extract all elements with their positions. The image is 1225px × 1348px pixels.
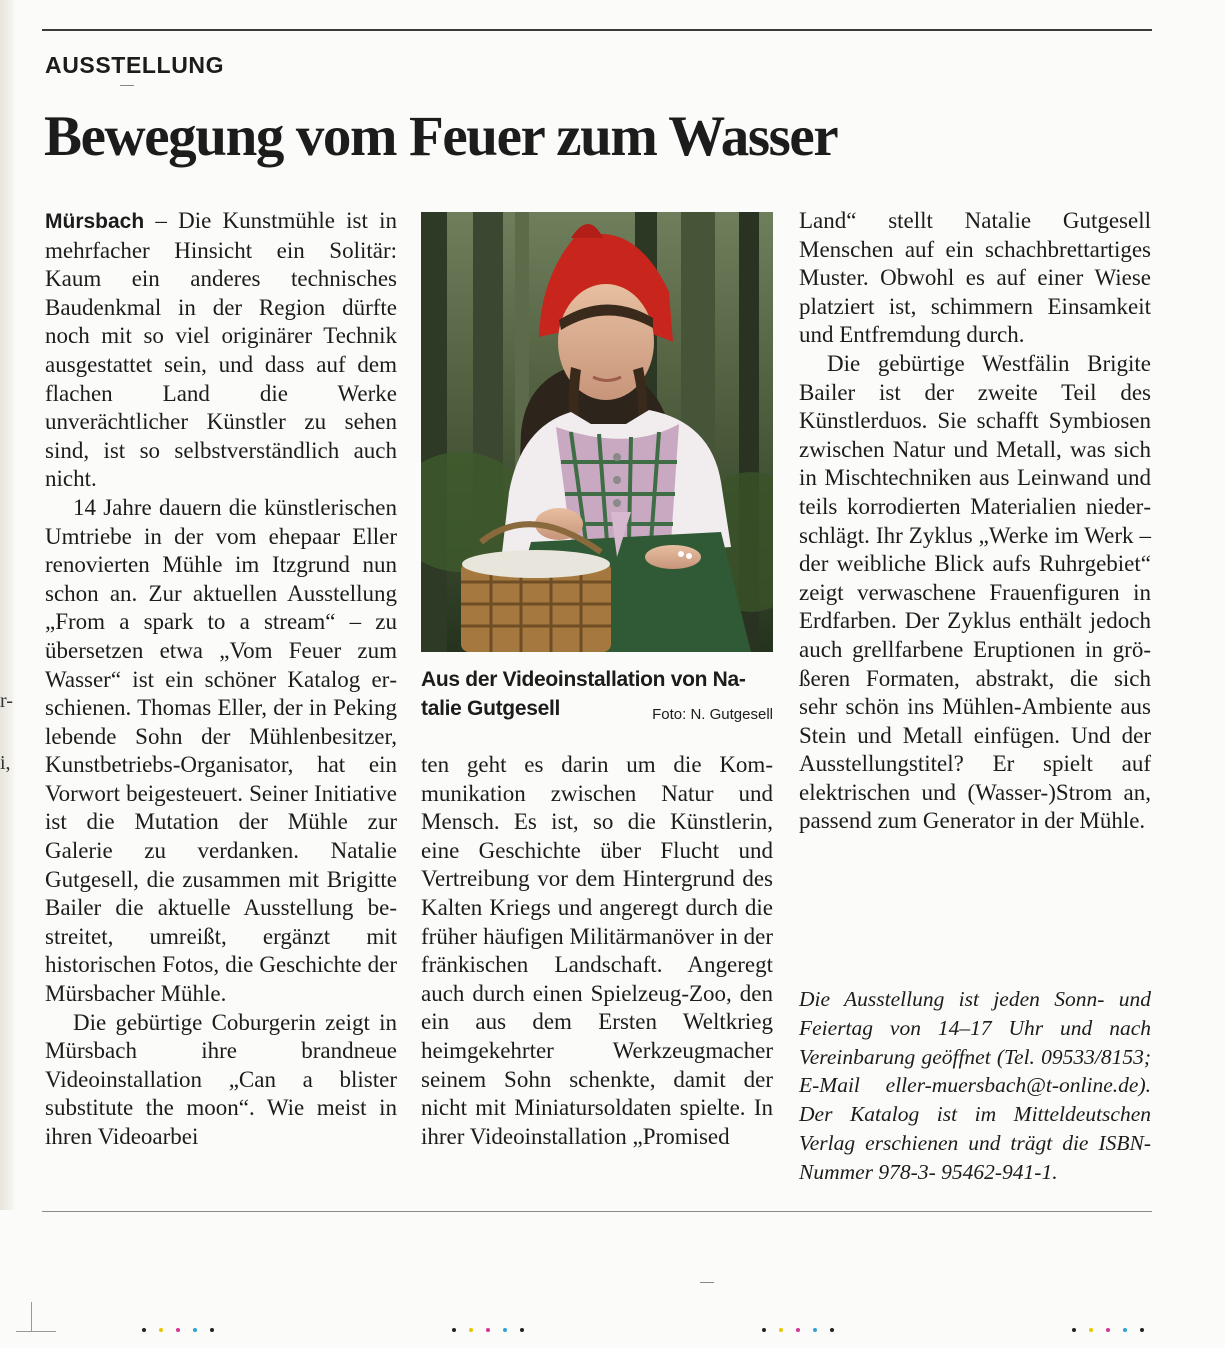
bottom-rule bbox=[42, 1211, 1152, 1212]
color-registration-dots bbox=[1072, 1328, 1157, 1334]
exhibition-info bbox=[799, 985, 1151, 1187]
photo-credit: Foto: N. Gutgesell bbox=[652, 706, 773, 723]
paragraph-text: – Die Kunstmühle ist in mehrfacher Hinsicht ein Solitär: Kaum ein anderes technisches Baudenkmal in der Region dürfte noch mit so viel originärer Technik ausgestattet sein, und dass auf dem flachen Land die Werke unverächtlicher Künstler zu sehen sind, ist so selbstverständlich auch nicht. bbox=[45, 208, 397, 492]
paragraph: ten geht es darin um die Kommunikation zwischen Natur und Mensch. Es ist, so die Künstlerin, eine Geschichte über Flucht und Vertreibung vor dem Hintergrund des Kalten Kriegs und angeregt durch die früher häufigen Militärmanöver in der fränkischen Landschaft. Angeregt auch durch einen Spielzeug-Zoo, den ein aus dem Ersten Weltkrieg heimgekehrter Werkzeugmacher seinem Sohn schenkte, damit der nicht mit Miniatursoldaten spielte. In ihrer Videoinstallation „Promised bbox=[421, 752, 773, 1149]
column-1 bbox=[45, 207, 397, 1152]
top-rule bbox=[42, 29, 1152, 31]
color-registration-dots bbox=[762, 1328, 847, 1334]
margin-mark: r- bbox=[0, 690, 13, 712]
margin-mark: i, bbox=[0, 752, 11, 774]
paragraph: Land“ stellt Natalie Gutgesell Menschen auf ein schachbrettartiges Muster. Obwohl es auf einer Wiese platziert ist, schimmern Einsamkeit und Entfremdung durch. bbox=[799, 208, 1151, 348]
column-3 bbox=[799, 207, 1151, 836]
dateline: Mürsbach bbox=[45, 210, 145, 233]
print-tick bbox=[700, 1282, 714, 1283]
print-tick bbox=[120, 85, 134, 86]
article-photo bbox=[421, 212, 773, 652]
paragraph: Die gebürtige Westfälin Brigite Bailer ist der zweite Teil des Künstlerduos. Sie schafft Symbiosen zwischen Natur und Metall, was sich in Mischtechniken aus Leinwand und teils korrodierten Materialien niederschlägt. Ihr Zyklus „Werke im Werk – der weibliche Blick aufs Ruhrgebiet“ zeigt verwaschene Frauenfiguren in Erdfarben. Der Zyklus enthält jedoch auch grellfarbene Eruptionen in größeren Formaten, abstrakt, die sich sehr schön ins Mühlen-Ambiente aus Stein und Metall einfügen. Und der Ausstellungstitel? Er spielt auf elektrischen und (Wasser-)Strom an, passend zum Generator in der Mühle. bbox=[799, 350, 1151, 834]
photo-illustration bbox=[421, 212, 773, 652]
crop-mark bbox=[16, 1331, 56, 1332]
paragraph bbox=[45, 207, 397, 494]
paragraph: Die gebürtige Coburgerin zeigt in Mürsbach ihre brandneue Videoinstallation „Can a blister substitute the moon“. Wie meist in ihren Videoarbei bbox=[45, 1009, 397, 1149]
color-registration-dots bbox=[452, 1328, 537, 1334]
crop-mark bbox=[31, 1302, 32, 1332]
section-kicker: AUSSTELLUNG bbox=[45, 52, 225, 78]
color-registration-dots bbox=[142, 1328, 227, 1334]
column-2 bbox=[421, 751, 773, 1151]
photo-caption bbox=[421, 666, 773, 728]
headline: Bewegung vom Feuer zum Wasser bbox=[44, 105, 838, 168]
caption-text: Aus der Videoinstallation von Natalie Gutgesell bbox=[421, 668, 746, 720]
info-text: Die Ausstellung ist jeden Sonn- und Feiertag von 14–17 Uhr und nach Vereinbarung geöffnet (Tel. 09533/8153; E-Mail eller-muersbach@t-online.de). Der Katalog ist im Mitteldeutschen Verlag erschienen und trägt die ISBN-Nummer 978-3- 95462-941-1. bbox=[799, 987, 1151, 1184]
paragraph: 14 Jahre dauern die künstlerischen Umtriebe in der vom ehepaar Eller renovierten Mühle im Itzgrund nun schon an. Zur aktuellen Ausstellung „From a spark to a stream“ – zu übersetzen etwa „Vom Feuer zum Wasser“ ist ein schöner Katalog erschienen. Thomas Eller, der in Peking lebende Sohn der Mühlenbesitzer, Kunstbetriebs-Organisator, hat ein Vorwort beigesteuert. Seiner Initiative ist die Mutation der Mühle zur Galerie zu verdanken. Natalie Gutgesell, die zusammen mit Brigitte Bailer die aktuelle Ausstellung bestreitet, umreißt, ergänzt mit historischen Fotos, die Geschichte der Mürsbacher Mühle. bbox=[45, 494, 397, 1007]
scan-left-edge bbox=[0, 0, 16, 1210]
